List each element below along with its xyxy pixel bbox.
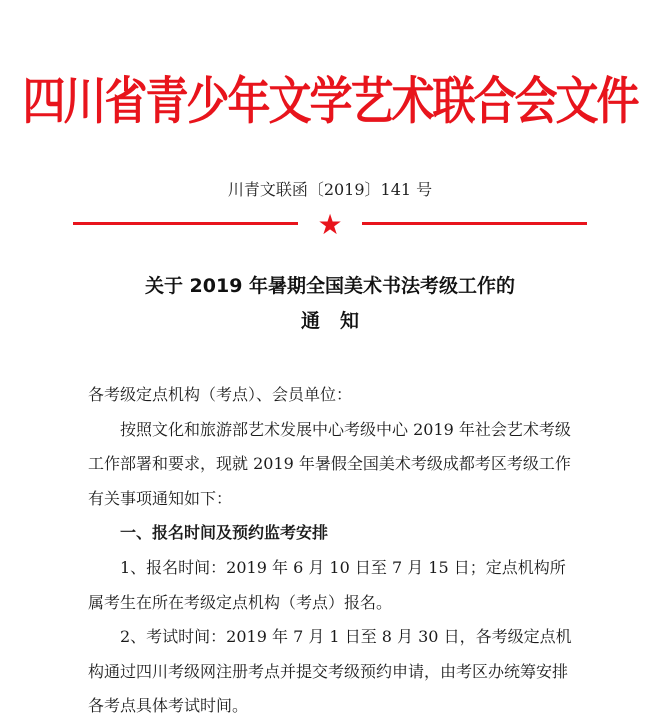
section-1-heading: 一、报名时间及预约监考安排 — [120, 523, 329, 543]
divider-star-icon: ★ — [317, 210, 343, 241]
notice-title-line-1: 关于 2019 年暑期全国美术书法考级工作的 — [144, 275, 516, 297]
red-divider — [73, 210, 587, 242]
divider-line-left — [73, 222, 298, 225]
intro-paragraph: 按照文化和旅游部艺术发展中心考级中心 2019 年社会艺术考级工作部署和要求，现就 2019 年暑假全国美术考级成都考区考级工作有关事项通知如下： — [88, 419, 571, 508]
divider-line-right — [362, 222, 587, 225]
item-1-registration-time: 1、报名时间：2019 年 6 月 10 日至 7 月 15 日；定点机构所属考生在所在考级定点机构（考点）报名。 — [88, 557, 566, 612]
issuing-organization-header: 四川省青少年文学艺术联合会文件 — [22, 72, 638, 132]
notice-title-line-2: 通知 — [300, 310, 379, 332]
item-2-exam-time: 2、考试时间：2019 年 7 月 1 日至 8 月 30 日，各考级定点机构通过四川考级网注册考点并提交考级预约申请，由考区办统筹安排各考点具体考试时间。 — [88, 627, 572, 716]
salutation: 各考级定点机构（考点）、会员单位： — [88, 385, 353, 404]
notice-body — [88, 378, 578, 724]
document-number: 川青文联函〔2019〕141 号 — [227, 180, 433, 199]
